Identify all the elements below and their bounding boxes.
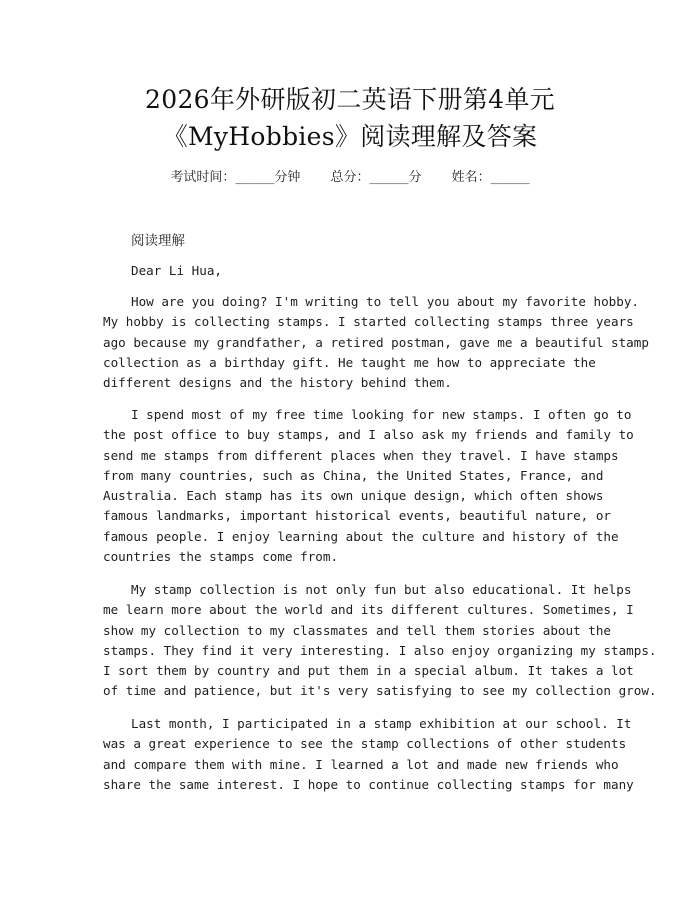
text-line: ago because my grandfather, a retired postman, gave me a beautiful stamp (103, 334, 649, 350)
text-line: collection as a birthday gift. He taught me how to appreciate the (103, 354, 596, 370)
text-line: My hobby is collecting stamps. I started collecting stamps three years (103, 314, 634, 330)
document-title-line-2: 《MyHobbies》阅读理解及答案 (162, 122, 538, 151)
text-line: me learn more about the world and its different cultures. Sometimes, I (103, 602, 634, 618)
letter-salutation: Dear Li Hua, (131, 263, 222, 278)
text-line: the post office to buy stamps, and I also ask my friends and family to (103, 427, 634, 443)
section-heading: 阅读理解 (131, 233, 185, 249)
text-line: stamps. They find it very interesting. I also enjoy organizing my stamps. (103, 642, 657, 658)
text-line: famous landmarks, important historical events, beautiful nature, or (103, 508, 611, 524)
text-line: My stamp collection is not only fun but also educational. It helps (131, 582, 632, 597)
text-line: Australia. Each stamp has its own unique design, which often shows (103, 488, 604, 504)
text-line: countries the stamps come from. (103, 549, 339, 565)
exam-score-field: 总分：______分 (330, 170, 422, 185)
text-line: of time and patience, but it's very satisfying to see my collection grow. (103, 683, 657, 699)
exam-info-row (0, 168, 700, 188)
text-line: famous people. I enjoy learning about the culture and history of the (103, 528, 619, 544)
text-line: send me stamps from different places when they travel. I have stamps (103, 447, 619, 463)
letter-paragraph-1 (103, 292, 649, 393)
text-line: different designs and the history behind them. (103, 375, 452, 391)
letter-paragraph-4 (103, 714, 634, 795)
text-line: How are you doing? I'm writing to tell you about my favorite hobby. (131, 294, 639, 309)
text-line: show my collection to my classmates and tell them stories about the (103, 622, 611, 638)
text-line: from many countries, such as China, the United States, France, and (103, 467, 604, 483)
letter-paragraph-2 (103, 405, 634, 567)
letter-paragraph-3 (103, 580, 657, 702)
exam-time-field: 考试时间：______分钟 (170, 170, 301, 185)
text-line: and compare them with mine. I learned a lot and made new friends who (103, 756, 619, 772)
text-line: was a great experience to see the stamp collections of other students (103, 736, 627, 752)
text-line: share the same interest. I hope to continue collecting stamps for many (103, 776, 634, 792)
text-line: I spend most of my free time looking for new stamps. I often go to (131, 407, 632, 422)
text-line: Last month, I participated in a stamp exhibition at our school. It (131, 716, 632, 731)
document-title-line-1: 2026年外研版初二英语下册第4单元 (145, 85, 555, 114)
text-line: I sort them by country and put them in a special album. It takes a lot (103, 663, 634, 679)
exam-name-field: 姓名：______ (451, 170, 530, 185)
